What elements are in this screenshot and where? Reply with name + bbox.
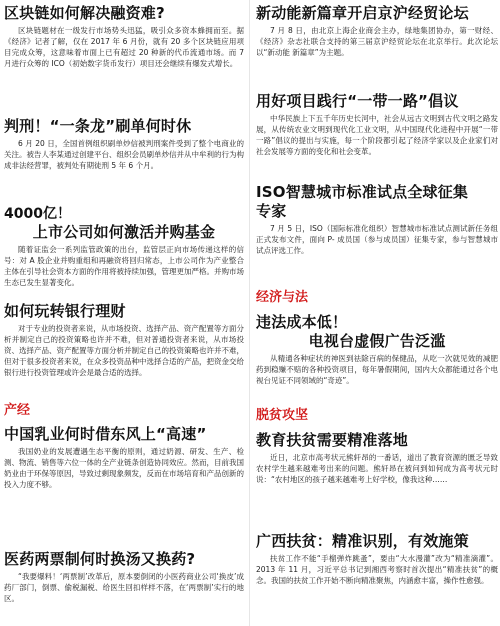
section-title: 产经 [4, 403, 31, 418]
column-divider [249, 0, 250, 626]
article-title[interactable]: 广西扶贫：精准识别，有效施策 [256, 532, 469, 550]
article-body: 7 月 5 日，ISO（国际标准化组织）智慧城市标准试点测试新任务组正式发布文件，面向 P- 成员国（参与成员国）征集专家，参与智慧城市试点评选工作。 [256, 224, 498, 255]
article-title-line1[interactable]: ISO智慧城市标准试点全球征集 [256, 183, 469, 201]
article-title-line2[interactable]: 电视台虚假广告泛滥 [308, 332, 446, 350]
article-title[interactable]: 如何玩转银行理财 [4, 302, 126, 320]
article-bank-finance[interactable] [4, 302, 244, 378]
article-merger-fund[interactable] [4, 205, 244, 288]
article-blockchain[interactable] [4, 4, 244, 69]
article-title[interactable]: 医药两票制何时换汤又换药? [4, 550, 196, 568]
article-title[interactable]: 新动能新篇章开启京沪经贸论坛 [256, 4, 469, 22]
article-pharma[interactable] [4, 550, 244, 604]
article-education-poverty[interactable] [256, 431, 498, 485]
article-title[interactable]: 教育扶贫需要精准落地 [256, 431, 409, 449]
article-body: “我要爆料！‘两票制’改革后，原本要倒闭的小医药商业公司‘换皮’成药厂部门，倒票、偷税漏税、给医生回扣样样不落，在‘两票制’实行的地区。 [4, 572, 244, 603]
article-beijing-shanghai-forum[interactable] [256, 4, 498, 58]
article-body: 扶贫工作不能“手榴弹炸跳蚤”，要由“大水漫灌”改为“精准滴灌”。2013 年 11 月，习近平总书记到湘西考察时首次提出“精准扶贫”的概念。我国的扶贫工作开始不断向精准聚焦，内涵愈丰富，操作性愈强。 [256, 554, 498, 585]
section-title: 脱贫攻坚 [256, 408, 309, 423]
article-title-line2[interactable]: 上市公司如何激活并购基金 [32, 223, 216, 241]
article-title[interactable]: 中国乳业何时借东风上“高速” [4, 425, 207, 443]
article-false-ads[interactable] [256, 313, 498, 386]
article-title-line2[interactable]: 专家 [256, 202, 287, 220]
article-body: 从精通各种症状的神医到祛除百病的保健品，从吃一次就见效的减肥药到稳赚不赔的各种投资项目，每年暑假期间，国内大众都能通过各个电视台见证不同领域的“奇迹”。 [256, 354, 498, 385]
article-guangxi-poverty[interactable] [256, 532, 498, 586]
section-header-economy-law [256, 290, 498, 306]
article-body: 我国奶业的发展遭遇生态平衡的原则，通过奶源、研发、生产、检测、物流、销售等六位一体的全产业链条创造协同效应。然而，目前我国奶业由于环保等原因，导致过剩现象频发，反而在市场培育和产品创新的投入力度不够。 [4, 447, 244, 489]
section-title: 经济与法 [256, 290, 309, 305]
section-header-industry [4, 403, 244, 419]
section-header-poverty [256, 408, 498, 424]
article-body: 中华民族上下五千年历史长河中，社会从远古文明到古代文明之路发展，从传统农业文明到现代化工业文明，从中国现代化进程中开展“一带一路”倡议的提出与实施，每一个阶段都引起了经济学家以及企业家们对社会发展等方面的变化和社会变革。 [256, 114, 498, 156]
article-body: 随着证监会一系列监管政策的出台，监管层正向市场传递这样的信号：对 A 股企业并购重组和再融资将回归常态，上市公司作为产业整合主体在引导社会资本方面的作用将被持续加强，管理更加严格。并购市场生态已发生显著变化。 [4, 245, 244, 287]
article-title-line1[interactable]: 4000亿！ [4, 206, 71, 222]
article-belt-road[interactable] [256, 92, 498, 157]
article-title-line1[interactable]: 违法成本低！ [256, 313, 348, 331]
article-dairy[interactable] [4, 425, 244, 490]
article-iso-smart-city[interactable] [256, 183, 498, 256]
article-body: 近日，北京市高考状元熊轩昂的一番话，道出了教育资源的匮乏导致农村学生越来越难考出来的问题。熊轩昂在被问到如何成为高考状元时说：“农村地区的孩子越来越难考上好学校，像我这种…… [256, 453, 498, 484]
article-title[interactable]: 区块链如何解决融资难? [4, 4, 165, 22]
article-body: 7 月 8 日，由北京上海企业商会主办，绿地集团协办，第一财经、《经济》杂志社联合支持的第三届京沪经贸论坛在北京举行。此次论坛以“新动能 新篇章”为主题。 [256, 26, 498, 57]
article-body: 区块链题材在一级发行市场势头迅猛，吸引众多资本蜂拥而至。据《经济》记者了解，仅在 2017 年 6 月份，就有 20 多个区块链应用项目完成众筹，这意味着市面上已有超过 20 种新的代币流通市场。而 7 月进行众筹的 ICO（初始数字货币发行）项目还会继续有爆发式增长。 [4, 26, 244, 68]
article-body: 6 月 20 日，全国首例组织刷单炒信被判刑案件受到了整个电商业的关注。被告人李某通过创建平台、组织会员刷单炒信并从中牟利的行为构成非法经营罪，被判处有期徒刑 5 年 6 个月。 [4, 139, 244, 170]
article-body: 对于专业的投资者来说，从市场投资、选择产品、资产配置等方面分析并制定自己的投资策略也许并不难，但对普通投资者来说，从市场投资、选择产品、资产配置等方面分析并制定自己的投资策略也许并不难，但对于很多投资者来说，在众多投资品种中选择合适的产品，把资金交给银行进行投资管理或许会是最合适的选择。 [4, 324, 244, 377]
article-title[interactable]: 判刑！“一条龙”刷单何时休 [4, 117, 192, 135]
article-fake-orders[interactable] [4, 117, 244, 171]
article-title[interactable]: 用好项目践行“一带一路”倡议 [256, 92, 459, 110]
